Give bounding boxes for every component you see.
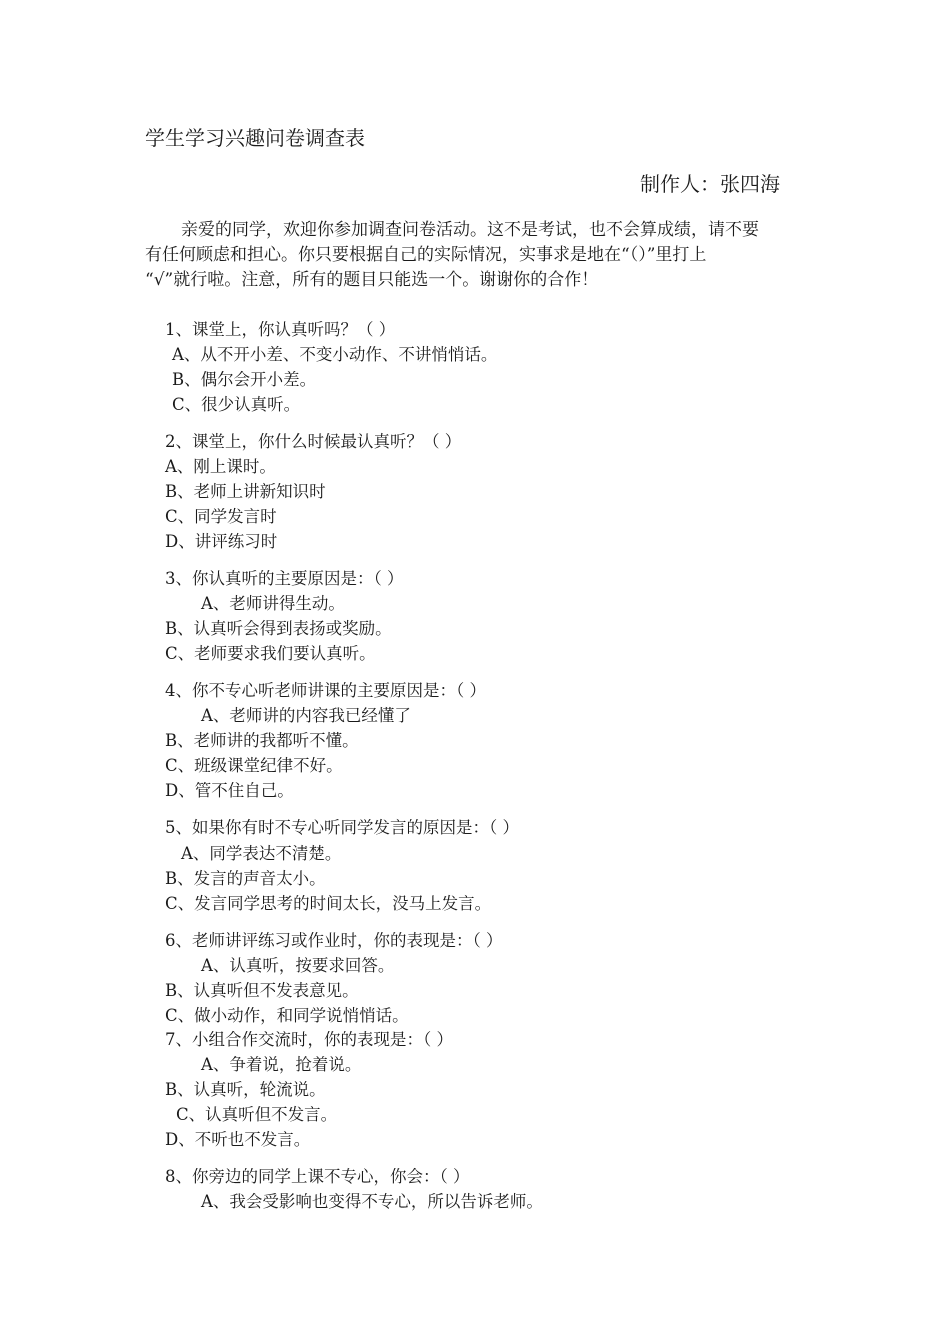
question-8-option-a: A、我会受影响也变得不专心，所以告诉老师。 xyxy=(201,1192,543,1211)
question-3-text: 3、你认真听的主要原因是：（ ） xyxy=(165,569,404,588)
page-title: 学生学习兴趣问卷调查表 xyxy=(145,126,365,150)
question-2-option-a: A、刚上课时。 xyxy=(165,457,276,476)
question-6-option-c: C、做小动作，和同学说悄悄话。 xyxy=(165,1006,409,1025)
question-4-text: 4、你不专心听老师讲课的主要原因是：（ ） xyxy=(165,681,486,700)
question-1-option-b: B、偶尔会开小差。 xyxy=(172,370,317,389)
question-2-text: 2、课堂上，你什么时候最认真听？（ ） xyxy=(165,432,462,451)
intro-line: 有任何顾虑和担心。你只要根据自己的实际情况，实事求是地在“（）”里打上 xyxy=(145,245,707,265)
question-8-text: 8、你旁边的同学上课不专心，你会：（ ） xyxy=(165,1167,470,1186)
question-5-option-c: C、发言同学思考的时间太长，没马上发言。 xyxy=(165,894,492,913)
question-3-option-c: C、老师要求我们要认真听。 xyxy=(165,644,376,663)
question-7-option-a: A、争着说，抢着说。 xyxy=(201,1055,362,1074)
question-1-option-a: A、从不开小差、不变小动作、不讲悄悄话。 xyxy=(172,345,498,364)
question-5-option-a: A、同学表达不清楚。 xyxy=(181,844,342,863)
author-line: 制作人：张四海 xyxy=(640,172,780,196)
question-4-option-d: D、管不住自己。 xyxy=(165,781,294,800)
question-6-option-a: A、认真听，按要求回答。 xyxy=(201,956,395,975)
question-4-option-a: A、老师讲的内容我已经懂了 xyxy=(201,706,411,725)
question-4-option-b: B、老师讲的我都听不懂。 xyxy=(165,731,359,750)
question-7-option-b: B、认真听，轮流说。 xyxy=(165,1080,326,1099)
question-6-text: 6、老师讲评练习或作业时，你的表现是：（ ） xyxy=(165,931,503,950)
question-5-text: 5、如果你有时不专心听同学发言的原因是：（ ） xyxy=(165,818,519,837)
question-5-option-b: B、发言的声音太小。 xyxy=(165,869,326,888)
question-1-option-c: C、很少认真听。 xyxy=(172,395,301,414)
intro-line: “√”就行啦。注意，所有的题目只能选一个。谢谢你的合作！ xyxy=(145,270,599,290)
question-2-option-b: B、老师上讲新知识时 xyxy=(165,482,326,501)
question-2-option-d: D、讲评练习时 xyxy=(165,532,278,551)
question-7-text: 7、小组合作交流时，你的表现是：（ ） xyxy=(165,1030,453,1049)
question-3-option-a: A、老师讲得生动。 xyxy=(201,594,345,613)
question-7-option-c: C、认真听但不发言。 xyxy=(176,1105,338,1124)
question-1-text: 1、课堂上，你认真听吗？（ ） xyxy=(165,320,396,339)
intro-line: 亲爱的同学，欢迎你参加调查问卷活动。这不是考试，也不会算成绩，请不要 xyxy=(181,220,759,240)
question-6-option-b: B、认真听但不发表意见。 xyxy=(165,981,359,1000)
question-4-option-c: C、班级课堂纪律不好。 xyxy=(165,756,343,775)
question-7-option-d: D、不听也不发言。 xyxy=(165,1130,311,1149)
question-2-option-c: C、同学发言时 xyxy=(165,507,277,526)
question-3-option-b: B、认真听会得到表扬或奖励。 xyxy=(165,619,392,638)
intro-paragraph xyxy=(145,218,810,293)
